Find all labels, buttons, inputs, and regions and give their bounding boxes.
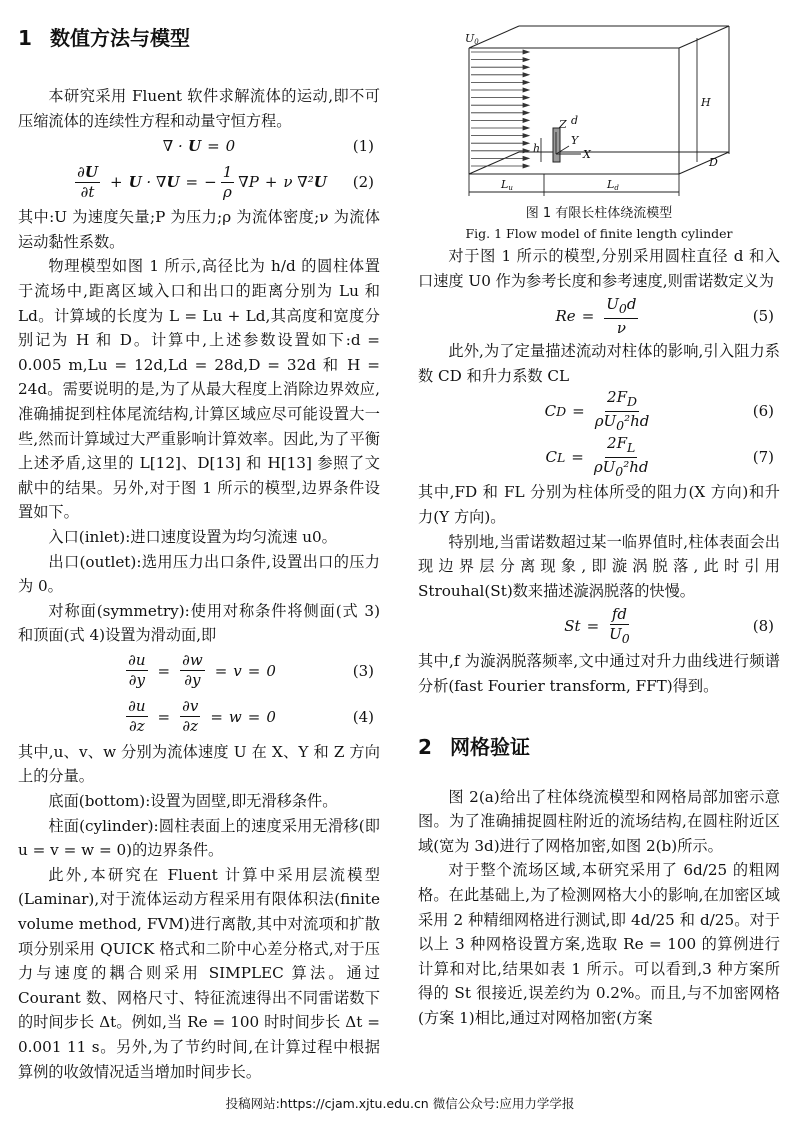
box-edge	[679, 26, 729, 48]
equation-6: C D = $\frac{2F_D}{\rho U_0^2hd}$ (6)	[544, 387, 774, 433]
flow-model-diagram	[459, 24, 739, 204]
paragraph: 对称面(symmetry):使用对称条件将侧面(式 3)和顶面(式 4)设置为滑动面,即	[18, 601, 380, 645]
paragraph: 柱面(cylinder):圆柱表面上的速度采用无滑移(即 u = v = w = 0)的边界条件。	[18, 816, 380, 860]
inflow-arrowhead	[523, 50, 529, 54]
figure-caption-cn: 图 1 有限长柱体绕流模型	[525, 206, 673, 221]
inflow-arrowhead	[523, 134, 529, 138]
x-label: X	[583, 148, 591, 161]
left-column	[18, 24, 380, 1084]
u0-label: U0	[465, 32, 479, 46]
inflow-arrowhead	[523, 96, 529, 100]
lu-label: Lu	[501, 178, 513, 192]
paragraph: 图 2(a)给出了柱体绕流模型和网格局部加密示意图。为了准确捕捉圆柱附近的流场结构,在圆柱附近区域(宽为 3d)进行了网格加密,如图 2(b)所示。	[418, 787, 780, 855]
paragraph: 物理模型如图 1 所示,高径比为 h/d 的圆柱体置于流场中,距离区域入口和出口的距离分别为 Lu 和 Ld。计算域的长度为 L = Lu + Ld,其高度和宽度分别记为 H 和 D。计算中,上述参数设置如下:d = 0.005 m,Lu = 12d,Ld = 28d,D = 32d 和 H = 24d。需要说明的是,为了从最大程度上消除边界效应,准确捕捉到柱体尾流结构,计算区域应尽可能设置大一些,然而计算域过大严重影响计算效率。因此,为了平衡上述矛盾,这里的 L[12]、D[13] 和 H[13] 参照了文献中的结果。另外,对于图 1 所示的模型,边界条件设置如下。	[18, 257, 380, 522]
paragraph: 其中:U 为速度矢量;P 为压力;ρ 为流体密度;ν 为流体运动黏性系数。	[18, 208, 380, 251]
equation-5: Re = $\frac{U_0d}{\nu}$ (5)	[555, 294, 774, 337]
inflow-arrowhead	[523, 103, 529, 107]
inflow-arrowhead	[523, 118, 529, 122]
inflow-arrowhead	[523, 141, 529, 145]
paragraph: 对于整个流场区域,本研究采用了 6d/25 的粗网格。在此基础上,为了检测网格大小的影响,在加密区域采用 2 种精细网格进行测试,即 4d/25 和 d/25。对于以上 3 种网格设置方案,选取 Re = 100 的算例进行计算和对比,结果如表 1 所示。可以看到,3 种方案所得的 St 很接近,误差约为 0.2%。而且,与不加密网格(方案 1)相比,通过对网格加密(方案	[418, 861, 780, 1027]
paragraph: 此外,为了定量描述流动对柱体的影响,引入阻力系数 CD 和升力系数 CL	[418, 342, 780, 385]
paragraph: 特别地,当雷诺数超过某一临界值时,柱体表面会出现边界层分离现象,即漩涡脱落,此时引用 Strouhal(St)数来描述漩涡脱落的快慢。	[418, 532, 780, 600]
paragraph: 出口(outlet):选用压力出口条件,设置出口的压力为 0。	[18, 552, 380, 596]
ld-label: Ld	[607, 178, 619, 192]
inflow-arrowhead	[523, 88, 529, 92]
equation-8: St = $\frac{fd}{U_0}$ (8)	[564, 604, 774, 646]
z-label: Z	[559, 118, 567, 131]
paragraph: 入口(inlet):进口速度设置为均匀流速 u0。	[48, 527, 337, 546]
inflow-arrowhead	[523, 111, 529, 115]
equation-4: $\frac{\partial u}{\partial z}$ = $\frac{\partial v}{\partial z}$ = w = 0 (4)	[128, 697, 374, 736]
inflow-arrowhead	[523, 156, 529, 160]
bottom-edge	[679, 152, 729, 174]
paragraph: 其中,FD 和 FL 分别为柱体所受的阻力(X 方向)和升力(Y 方向)。	[418, 483, 780, 526]
inflow-arrowhead	[523, 73, 529, 77]
inflow-arrowhead	[523, 126, 529, 130]
paragraph: 底面(bottom):设置为固壁,即无滑移条件。	[48, 792, 338, 811]
inflow-arrowhead	[523, 164, 529, 168]
right-column	[418, 24, 780, 1030]
figure-1	[418, 24, 780, 244]
big-h-label: H	[701, 96, 711, 109]
equation-2: $\frac{\partial U}{\partial t}$ + U · ∇ U = − $\frac{1}{\rho}$ ∇P + ν ∇² U (2)	[77, 162, 374, 201]
paragraph: 其中,u、v、w 分别为流体速度 U 在 X、Y 和 Z 方向上的分量。	[18, 742, 380, 786]
h-label: h	[533, 142, 541, 155]
d-label: d	[571, 114, 579, 127]
section-2-heading: 2 网格验证	[418, 734, 530, 759]
y-label: Y	[571, 134, 579, 147]
bottom-edge	[469, 152, 519, 174]
paragraph: 其中,f 为漩涡脱落频率,文中通过对升力曲线进行频谱分析(fast Fourier transform, FFT)得到。	[418, 652, 780, 695]
page-footer: 投稿网站:https://cjam.xjtu.edu.cn 微信公众号:应用力学学报	[225, 1096, 575, 1111]
equation-7: C L = $\frac{2F_L}{\rho U_0^2hd}$ (7)	[545, 433, 774, 479]
equation-1: ∇ · U = 0 (1)	[162, 137, 374, 156]
inflow-arrows	[471, 50, 529, 168]
paragraph: 本研究采用 Fluent 软件求解流体的运动,即不可压缩流体的连续性方程和动量守恒方程。	[18, 87, 380, 130]
inflow-arrowhead	[523, 58, 529, 62]
big-d-label: D	[709, 156, 718, 169]
section-1-heading: 1 数值方法与模型	[18, 26, 190, 50]
equation-3: $\frac{\partial u}{\partial y}$ = $\frac{\partial w}{\partial y}$ = v = 0 (3)	[128, 651, 374, 690]
cylinder	[553, 128, 560, 162]
paragraph: 此外,本研究在 Fluent 计算中采用层流模型(Laminar),对于流体运动方程采用有限体积法(finite volume method, FVM)进行离散,其中对流项和扩散项分别采用 QUICK 格式和二阶中心差分格式,对于压力与速度的耦合则采用 SIMPLEC 算法。通过 Courant 数、网格尺寸、特征流速得出不同雷诺数下的时间步长 Δt。例如,当 Re = 100 时时间步长 Δt = 0.001 11 s。另外,为了节约时间,在计算过程中根据算例的收敛情况适当增加时间步长。	[18, 865, 380, 1081]
paragraph: 对于图 1 所示的模型,分别采用圆柱直径 d 和入口速度 U0 作为参考长度和参考速度,则雷诺数定义为	[418, 247, 780, 290]
figure-caption-en: Fig. 1 Flow model of finite length cylinder	[465, 226, 733, 241]
inflow-arrowhead	[523, 65, 529, 69]
inflow-arrowhead	[523, 80, 529, 84]
